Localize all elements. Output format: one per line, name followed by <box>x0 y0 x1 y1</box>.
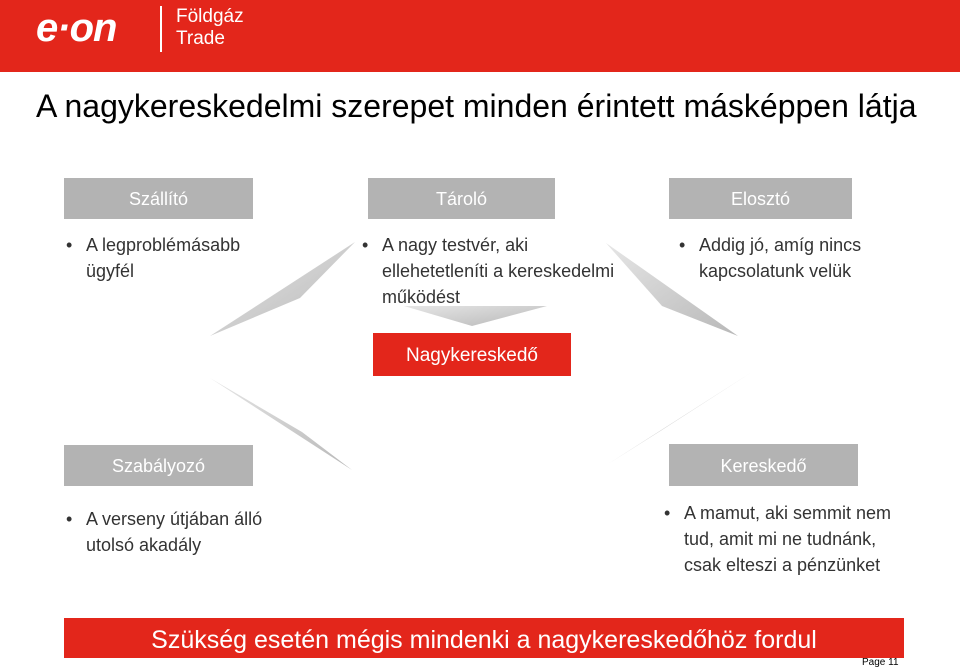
box-szabalyozo <box>64 445 253 486</box>
bullets-eloszto <box>679 232 919 284</box>
logo-sub-line2: Trade <box>176 28 225 49</box>
slide-title: A nagykereskedelmi szerepet minden érintett másképpen látja <box>36 88 917 124</box>
page-number: Page 11 <box>862 657 899 668</box>
bullet-tarolo: • A nagy testvér, aki ellehetetleníti a kereskedelmi működést <box>362 232 622 310</box>
box-tarolo <box>368 178 555 219</box>
box-kereskedo <box>669 444 858 486</box>
box-nagykereskedo <box>373 333 571 376</box>
bullets-szabalyozo <box>66 506 276 558</box>
box-szallito <box>64 178 253 219</box>
eon-logo: e·on <box>36 6 117 50</box>
logo-sub-line1: Földgáz <box>176 6 244 27</box>
bullet-kereskedo: • A mamut, aki semmit nem tud, amit mi ne tudnánk, csak elteszi a pénzünket <box>664 500 904 578</box>
bullets-tarolo <box>362 232 622 310</box>
bullet-eloszto: • Addig jó, amíg nincs kapcsolatunk velük <box>679 232 919 284</box>
label-nagykereskedo: Nagykereskedő <box>405 345 539 366</box>
bullets-szallito <box>66 232 256 284</box>
label-eloszto: Elosztó <box>730 189 791 209</box>
label-szabalyozo: Szabályozó <box>111 456 206 476</box>
conclusion-banner: Szükség esetén mégis mindenki a nagykereskedőhöz fordul <box>64 618 904 658</box>
bullet-szabalyozo: • A verseny útjában álló utolsó akadály <box>66 506 276 558</box>
label-kereskedo: Kereskedő <box>720 456 807 476</box>
bullet-szallito: • A legproblémásabb ügyfél <box>66 232 256 284</box>
label-tarolo: Tároló <box>435 189 488 209</box>
label-szallito: Szállító <box>128 189 189 209</box>
bullets-kereskedo <box>664 500 904 578</box>
box-eloszto <box>669 178 852 219</box>
